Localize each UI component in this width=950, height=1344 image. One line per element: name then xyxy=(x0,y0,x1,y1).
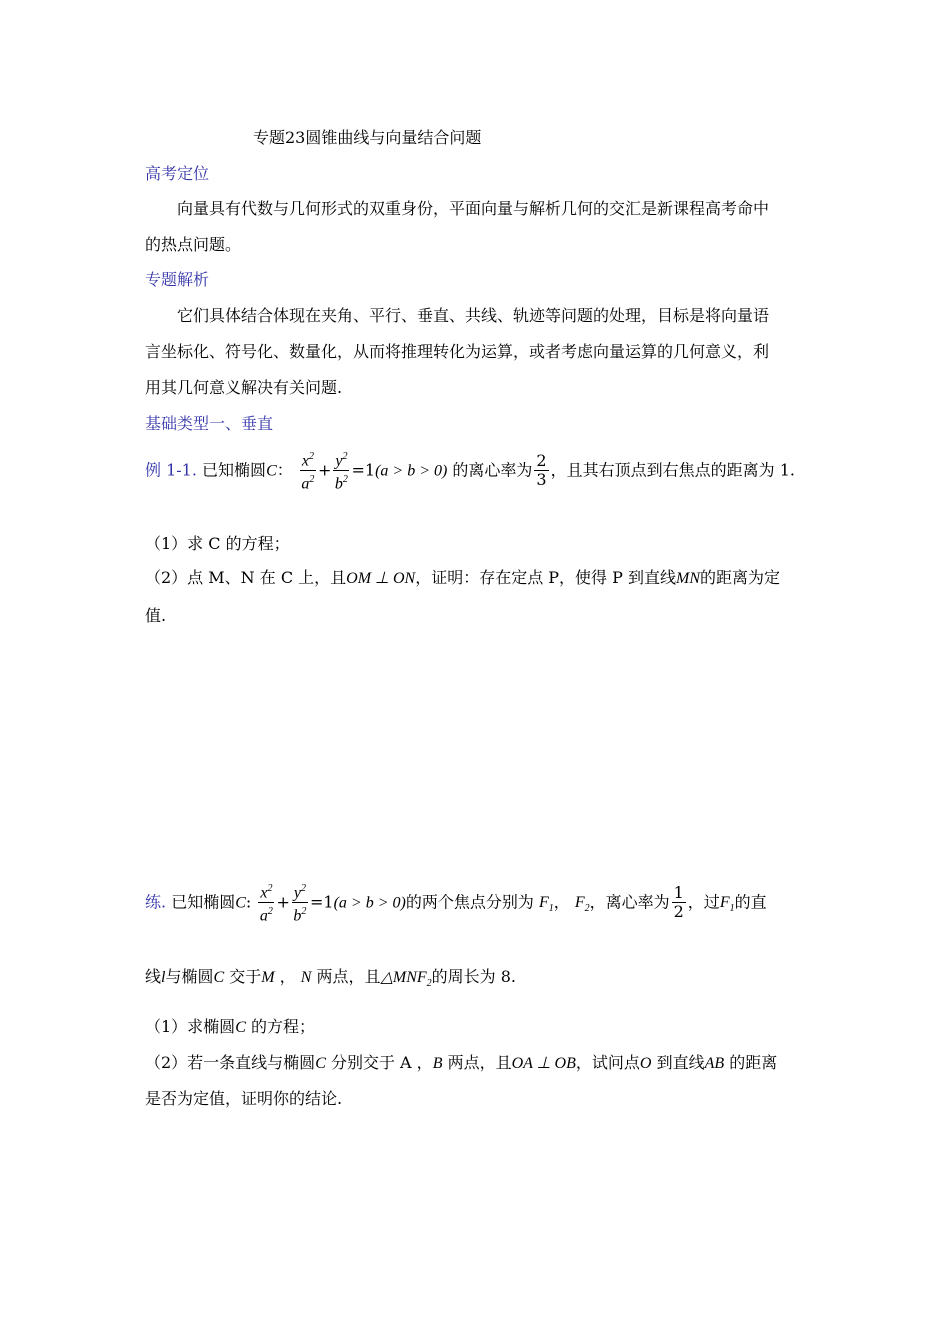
paragraph-line: 言坐标化、符号化、数量化，从而将推理转化为运算，或者考虑向量运算的几何意义，利 xyxy=(145,342,770,361)
question-2: （2）点 M、N 在 C 上，且OM ⊥ ON，证明：存在定点 P，使得 P 到直线MN的距离为定 xyxy=(145,568,781,587)
fraction-x2-a2: $\frac{x^2}{a^2}$ xyxy=(258,880,274,926)
ellipse-name: C xyxy=(266,462,277,480)
example-text: ，且其右顶点到右焦点的距离为 1. xyxy=(550,460,795,480)
practice-question-2: （2）若一条直线与椭圆C 分别交于 A ，B 两点，且OA ⊥ OB，试问点O 到直线AB 的距离 xyxy=(145,1053,778,1072)
example-text: 的离心率为 xyxy=(452,460,533,480)
focus-f1: $F_1$ xyxy=(719,894,735,915)
paragraph-line: 向量具有代数与几何形式的双重身份，平面向量与解析几何的交汇是新课程高考命中 xyxy=(177,199,770,218)
section-heading-type1: 基础类型一、垂直 xyxy=(145,414,274,433)
fraction-y2-b2: $\frac{y^2}{b^2}$ xyxy=(292,880,308,926)
focus-f2: $F_2$ xyxy=(574,894,590,915)
example-text: 已知椭圆 xyxy=(202,460,267,480)
practice-line: 练. 已知椭圆C: $\frac{x^2}{a^2}$ + $\frac{y^2}{b^2}$ =1(a > b > 0)的两个焦点分别为 $F_1$， $F_2$，离心率为 $\frac{1}{2}$ ，过$F_1$的直 xyxy=(145,880,767,930)
fraction-y2-b2: $\frac{y^2}{b^2}$ xyxy=(333,448,349,494)
practice-question-1: （1）求椭圆C 的方程； xyxy=(145,1017,315,1036)
question-2-cont: 值. xyxy=(145,606,167,625)
practice-line-2: 线l与椭圆C 交于M ， N 两点，且$\triangle MNF_2$的周长为 8. xyxy=(145,967,516,990)
fraction-x2-a2: $\frac{x^2}{a^2}$ xyxy=(300,448,316,494)
paragraph-line: 它们具体结合体现在夹角、平行、垂直、共线、轨迹等问题的处理，目标是将向量语 xyxy=(177,306,770,325)
example-line xyxy=(145,448,795,494)
fraction-1-2: $\frac{1}{2}$ xyxy=(673,883,684,922)
colon: ： xyxy=(276,460,293,480)
triangle-mnf2: $\triangle MNF_2$ xyxy=(380,969,432,990)
example-label: 例 1-1. xyxy=(145,460,197,480)
paragraph-line: 用其几何意义解决有关问题. xyxy=(145,378,343,397)
oa-perp-ob: OA ⊥ OB xyxy=(511,1055,576,1072)
section-heading-gaokao: 高考定位 xyxy=(145,164,210,183)
fraction-2-3: $\frac{2}{3}$ xyxy=(536,451,547,490)
paragraph-line: 的热点问题。 xyxy=(145,235,242,254)
equals-one: =1 xyxy=(351,460,376,480)
focus-f1: $F_1$ xyxy=(538,894,554,915)
question-1: （1）求 C 的方程； xyxy=(145,534,290,553)
practice-label: 练. xyxy=(145,892,167,912)
line-mn: MN xyxy=(676,570,700,587)
section-heading-analysis: 专题解析 xyxy=(145,270,210,289)
practice-question-2-cont: 是否为定值，证明你的结论. xyxy=(145,1089,343,1108)
plus-sign: + xyxy=(317,460,332,480)
page-title: 专题23圆锥曲线与向量结合问题 xyxy=(253,128,482,147)
condition: (a > b > 0) xyxy=(375,462,448,480)
om-perp-on: OM ⊥ ON xyxy=(346,570,416,587)
